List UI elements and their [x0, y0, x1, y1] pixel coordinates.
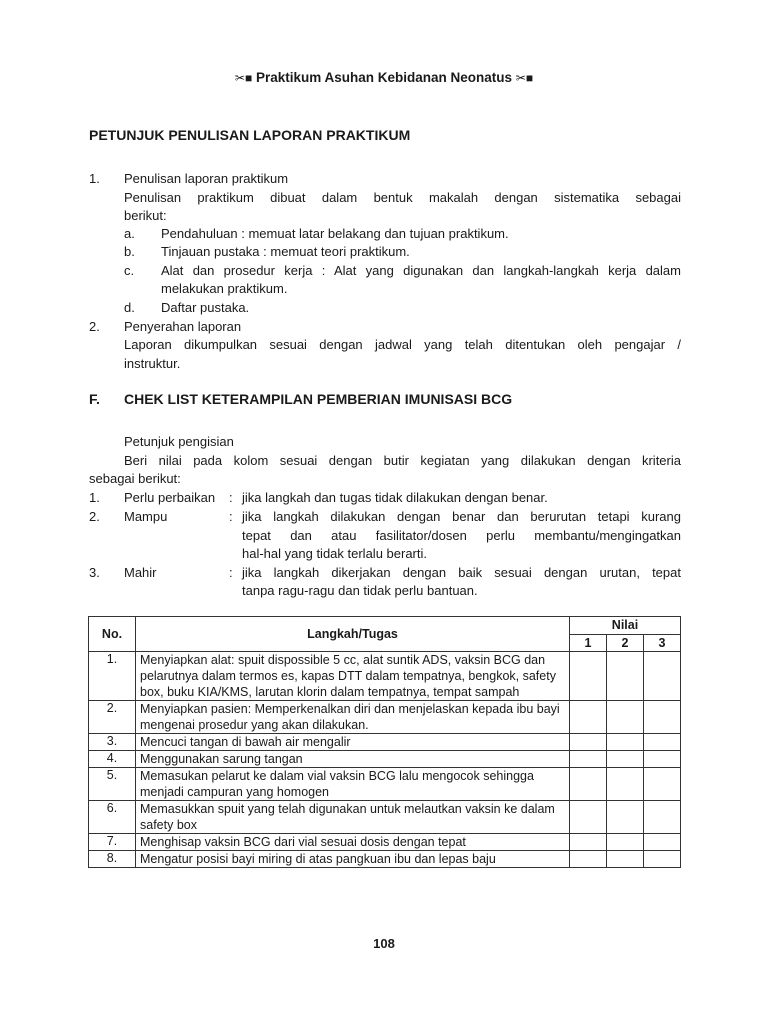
score-cell[interactable] — [570, 851, 607, 868]
sub-label: d. — [124, 300, 135, 315]
sub-text: Alat dan prosedur kerja : Alat yang digunakan dan langkah-langkah kerja dalam — [161, 263, 681, 278]
score-column-1: 1 — [570, 634, 607, 652]
item-text-line: Penulisan praktikum dibuat dalam bentuk makalah dengan sistematika sebagai — [124, 190, 681, 205]
criteria-text: jika langkah dilakukan dengan benar dan berurutan tetapi kurang — [242, 509, 681, 524]
scissors-icon: ✂■ — [515, 71, 534, 85]
column-header-no: No. — [89, 617, 136, 652]
criteria-text: tepat dan atau fasilitator/dosen perlu membantu/mengingatkan — [242, 528, 681, 543]
row-task: Menggunakan sarung tangan — [136, 751, 570, 768]
sub-text: melakukan praktikum. — [161, 281, 288, 296]
table-row — [89, 652, 681, 701]
criteria-label: Mampu — [124, 509, 168, 524]
score-cell[interactable] — [570, 751, 607, 768]
score-cell[interactable] — [644, 734, 681, 751]
table-row — [89, 801, 681, 834]
criteria-colon: : — [229, 509, 233, 524]
score-cell[interactable] — [607, 801, 644, 834]
instructions-line: sebagai berikut: — [89, 471, 181, 486]
sub-label: a. — [124, 226, 135, 241]
score-cell[interactable] — [570, 768, 607, 801]
criteria-text: hal-hal yang tidak terlalu berarti. — [242, 546, 427, 561]
scissors-icon: ✂■ — [234, 71, 253, 85]
row-number: 2. — [89, 701, 136, 734]
table-row — [89, 734, 681, 751]
sub-text: Daftar pustaka. — [161, 300, 250, 315]
score-column-2: 2 — [607, 634, 644, 652]
table-row — [89, 701, 681, 734]
criteria-colon: : — [229, 490, 233, 505]
score-cell[interactable] — [570, 801, 607, 834]
row-number: 5. — [89, 768, 136, 801]
criteria-text: jika langkah dan tugas tidak dilakukan dengan benar. — [242, 490, 548, 505]
row-task: Menghisap vaksin BCG dari vial sesuai dosis dengan tepat — [136, 834, 570, 851]
instructions-heading: Petunjuk pengisian — [124, 434, 234, 449]
row-number: 8. — [89, 851, 136, 868]
row-task: Memasukan pelarut ke dalam vial vaksin BCG lalu mengocok sehingga menjadi campuran yang homogen — [136, 768, 570, 801]
section-title: PETUNJUK PENULISAN LAPORAN PRAKTIKUM — [89, 127, 411, 143]
criteria-label: Mahir — [124, 565, 157, 580]
sub-text: Pendahuluan : memuat latar belakang dan tujuan praktikum. — [161, 226, 509, 241]
section-f-title: CHEK LIST KETERAMPILAN PEMBERIAN IMUNISASI BCG — [124, 391, 513, 407]
item-number: 1. — [89, 171, 100, 186]
item-number: 2. — [89, 319, 100, 334]
score-cell[interactable] — [570, 652, 607, 701]
score-cell[interactable] — [570, 834, 607, 851]
sub-label: b. — [124, 244, 135, 259]
criteria-label: Perlu perbaikan — [124, 490, 216, 505]
criteria-number: 2. — [89, 509, 100, 524]
row-task: Menyiapkan pasien: Memperkenalkan diri dan menjelaskan kepada ibu bayi mengenai prosedur yang akan dilakukan. — [136, 701, 570, 734]
criteria-text: tanpa ragu-ragu dan tidak perlu bantuan. — [242, 583, 478, 598]
section-f-number: F. — [89, 391, 100, 407]
criteria-number: 3. — [89, 565, 100, 580]
score-cell[interactable] — [644, 834, 681, 851]
row-task: Memasukkan spuit yang telah digunakan untuk melautkan vaksin ke dalam safety box — [136, 801, 570, 834]
criteria-number: 1. — [89, 490, 100, 505]
score-cell[interactable] — [570, 701, 607, 734]
row-number: 7. — [89, 834, 136, 851]
item-title: Penyerahan laporan — [124, 319, 242, 334]
score-column-3: 3 — [644, 634, 681, 652]
score-cell[interactable] — [607, 751, 644, 768]
checklist-table — [88, 616, 681, 868]
item-text-line: instruktur. — [124, 356, 181, 371]
page-number: 108 — [373, 936, 395, 951]
row-number: 6. — [89, 801, 136, 834]
running-header — [0, 70, 768, 85]
criteria-colon: : — [229, 565, 233, 580]
table-row — [89, 834, 681, 851]
item-title: Penulisan laporan praktikum — [124, 171, 289, 186]
running-header-title: Praktikum Asuhan Kebidanan Neonatus — [255, 70, 513, 85]
instructions-line: Beri nilai pada kolom sesuai dengan butir kegiatan yang dilakukan dengan kriteria — [124, 453, 681, 468]
column-header-score: Nilai — [570, 617, 681, 635]
criteria-text: jika langkah dikerjakan dengan baik sesuai dengan urutan, tepat — [242, 565, 681, 580]
score-cell[interactable] — [644, 701, 681, 734]
score-cell[interactable] — [644, 801, 681, 834]
table-row — [89, 768, 681, 801]
score-cell[interactable] — [570, 734, 607, 751]
score-cell[interactable] — [644, 851, 681, 868]
score-cell[interactable] — [644, 652, 681, 701]
row-number: 3. — [89, 734, 136, 751]
row-task: Mengatur posisi bayi miring di atas pangkuan ibu dan lepas baju — [136, 851, 570, 868]
row-number: 1. — [89, 652, 136, 701]
sub-label: c. — [124, 263, 135, 278]
table-row — [89, 851, 681, 868]
table-row — [89, 751, 681, 768]
item-text-line: Laporan dikumpulkan sesuai dengan jadwal yang telah ditentukan oleh pengajar / — [124, 337, 681, 352]
score-cell[interactable] — [607, 734, 644, 751]
score-cell[interactable] — [607, 851, 644, 868]
score-cell[interactable] — [607, 652, 644, 701]
sub-text: Tinjauan pustaka : memuat teori praktikum. — [161, 244, 410, 259]
score-cell[interactable] — [607, 768, 644, 801]
row-task: Mencuci tangan di bawah air mengalir — [136, 734, 570, 751]
column-header-task: Langkah/Tugas — [136, 617, 570, 652]
score-cell[interactable] — [644, 751, 681, 768]
row-number: 4. — [89, 751, 136, 768]
score-cell[interactable] — [644, 768, 681, 801]
row-task: Menyiapkan alat: spuit dispossible 5 cc, alat suntik ADS, vaksin BCG dan pelarutnya dalam termos es, kapas DTT dalam tempatnya, bengkok, safety box, buku KIA/KMS, larutan klorin dalam tempatnya, tempat sampah — [136, 652, 570, 701]
item-text-line: berikut: — [124, 208, 167, 223]
score-cell[interactable] — [607, 701, 644, 734]
score-cell[interactable] — [607, 834, 644, 851]
